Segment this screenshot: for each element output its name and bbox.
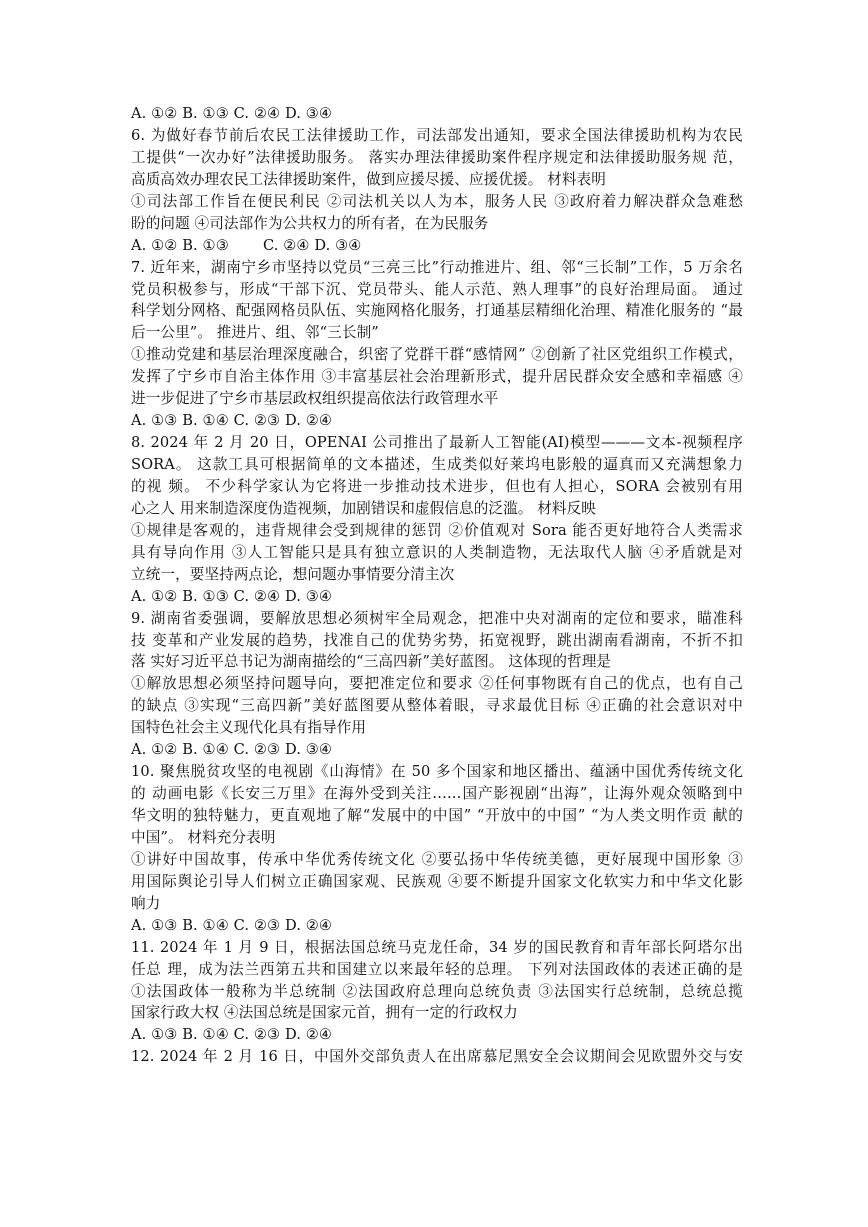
text-line: A. ①③ B. ①④ C. ②③ D. ②④ [131,916,333,934]
text-line: A. ①③ B. ①④ C. ②③ D. ②④ [131,412,333,430]
text-line: 具有导向作用 ③人工智能只是具有独立意识的人类制造物，无法取代人脑 ④矛盾就是对 [131,543,743,561]
text-line: A. ①③ B. ①④ C. ②③ D. ②④ [131,1026,333,1044]
text-line: 华文明的独特魅力，更直观地了解“发展中的中国” “开放中的中国” “为人类文明作贡 献的 [131,807,743,824]
text-line: 任总 理，成为法兰西第五共和国建立以来最年轻的总理。 下列对法国政体的表述正确的是 [131,960,743,978]
document-page [131,103,743,1068]
text-line: A. ①② B. ①④ C. ②③ D. ③④ [131,741,333,759]
text-line: 工提供“一次办好”法律援助服务。 落实办理法律援助案件程序规定和法律援助服务规 范， [131,148,743,166]
text-line: 8. 2024 年 2 月 20 日，OPENAI 公司推出了最新人工智能(AI)模型———文本-视频程序 [131,434,743,452]
text-line: 6. 为做好春节前后农民工法律援助工作，司法部发出通知，要求全国法律援助机构为农民 [131,126,743,144]
text-line: A. ①② B. ①③ C. ②④ D. ③④ [131,587,333,605]
text-line: 12. 2024 年 2 月 16 日，中国外交部负责人在出席慕尼黑安全会议期间会见欧盟外交与安 [131,1048,743,1066]
text-line: 用国际舆论引导人们树立正确国家观、民族观 ④要不断提升国家文化软实力和中华文化影 [131,872,743,890]
text-line: ①推动党建和基层治理深度融合，织密了党群干群“感情网” ②创新了社区党组织工作模式， [131,346,743,364]
text-line: 高质高效办理农民工法律援助案件，做到应援尽援、应援优援。 材料表明 [131,170,606,188]
text-line: 10. 聚焦脱贫攻坚的电视剧《山海情》在 50 多个国家和地区播出、蕴涵中国优秀传统文化 [131,763,743,781]
text-line: 的视 频。 不少科学家认为它将进一步推动技术进步，但也有人担心，SORA 会被别有用 [131,477,743,495]
text-line: SORA。 这款工具可根据简单的文本描述，生成类似好莱坞电影般的逼真而又充满想象力 [131,456,743,473]
text-line: 落 实好习近平总书记为湖南描绘的“三高四新”美好蓝图。 这体现的哲理是 [131,653,612,671]
text-line: ①司法部工作旨在便民利民 ②司法机关以人为本，服务人民 ③政府着力解决群众急难愁 [131,192,743,210]
text-line: 的 动画电影《长安三万里》在海外受到关注……国产影视剧“出海”，让海外观众领略到中 [131,785,743,803]
text-line: 后一公里”。 推进片、组、邻“三长制” [131,324,379,342]
text-line: 技 变革和产业发展的趋势，找准自己的优势劣势，拓宽视野，跳出湖南看湖南，不折不扣 [131,631,743,649]
text-line: 7. 近年来，湖南宁乡市坚持以党员“三亮三比”行动推进片、组、邻“三长制”工作，5 万余名 [131,258,743,276]
text-line: 党员积极参与，形成“干部下沉、党员带头、能人示范、熟人理事”的良好治理局面。 通过 [131,280,743,298]
text-line: ①解放思想必须坚持问题导向，要把准定位和要求 ②任何事物既有自己的优点，也有自己 [131,675,743,693]
text-line: ①法国政体一般称为半总统制 ②法国政府总理向总统负责 ③法国实行总统制，总统总揽 [131,982,743,1000]
text-line: 立统一，要坚持两点论，想问题办事情要分清主次 [131,565,455,583]
text-line: 中国”。 材料充分表明 [131,828,276,846]
text-line: A. ①② B. ①③ C. ②④ D. ③④ [131,105,333,122]
text-line: 国家行政大权 ④法国总统是国家元首，拥有一定的行政权力 [131,1004,518,1022]
text-line: ①规律是客观的，违背规律会受到规律的惩罚 ②价值观对 Sora 能否更好地符合人类需求 [131,521,743,539]
text-line: 进一步促进了宁乡市基层政权组织提高依法行政管理水平 [131,390,499,408]
text-line: 发挥了宁乡市自治主体作用 ③丰富基层社会治理新形式，提升居民群众安全感和幸福感 ④ [131,368,743,386]
text-line: 心之人 用来制造深度伪造视频，加剧错误和虚假信息的泛滥。 材料反映 [131,499,596,517]
text-line: 响力 [131,894,161,912]
text-line: ①讲好中国故事，传承中华优秀传统文化 ②要弘扬中华传统美德，更好展现中国形象 ③ [131,850,743,868]
text-line: A. ①② B. ①③ C. ②④ D. ③④ [131,236,362,254]
text-line: 的缺点 ③实现“三高四新”美好蓝图要从整体着眼，寻求最优目标 ④正确的社会意识对中 [131,697,743,715]
text-line: 11. 2024 年 1 月 9 日，根据法国总统马克龙任命，34 岁的国民教育和青年部长阿塔尔出 [131,938,743,956]
text-line: 科学划分网格、配强网格员队伍、实施网格化服务，打通基层精细化治理、精准化服务的 “最 [131,302,743,320]
text-line: 盼的问题 ④司法部作为公共权力的所有者，在为民服务 [131,214,489,232]
text-line: 9. 湖南省委强调，要解放思想必须树牢全局观念，把准中央对湖南的定位和要求，瞄准科 [131,609,743,627]
text-line: 国特色社会主义现代化具有指导作用 [131,719,367,737]
